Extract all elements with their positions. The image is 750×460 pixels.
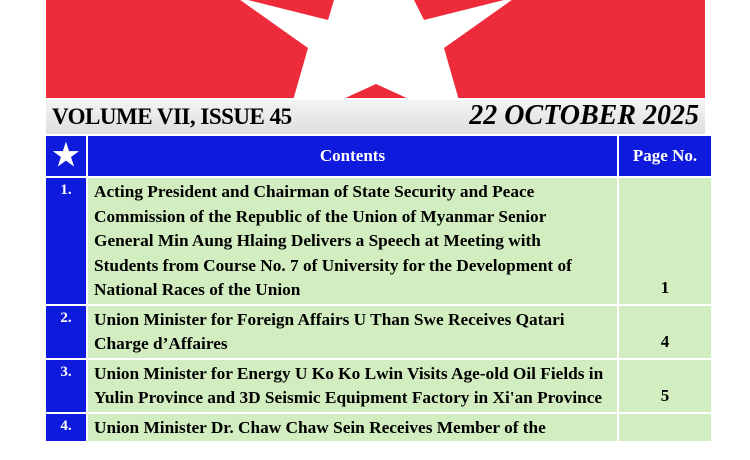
- page-number: 1: [619, 176, 711, 304]
- table-row: [46, 176, 711, 304]
- row-number: 2.: [46, 304, 88, 358]
- page-number: 4: [619, 304, 711, 358]
- contents-header: Contents: [88, 136, 619, 176]
- article-title[interactable]: Acting President and Chairman of State Security and Peace Commission of the Republic of the Union of Myanmar Senior General Min Aung Hlaing Delivers a Speech at Meeting with Students from Course No. 7 of University for the Development of National Races of the Union: [88, 176, 619, 304]
- contents-table: [46, 136, 711, 441]
- page-no-header: Page No.: [619, 136, 711, 176]
- article-title[interactable]: Union Minister for Energy U Ko Ko Lwin Visits Age-old Oil Fields in Yulin Province and 3D Seismic Equipment Factory in Xi'an Province: [88, 358, 619, 412]
- page-number: 5: [619, 358, 711, 412]
- article-title[interactable]: Union Minister for Foreign Affairs U Than Swe Receives Qatari Charge d’Affaires: [88, 304, 619, 358]
- row-number: 3.: [46, 358, 88, 412]
- issue-bar: [46, 100, 705, 134]
- table-header-row: [46, 136, 711, 176]
- table-row: [46, 304, 711, 358]
- table-row: [46, 358, 711, 412]
- row-number: 1.: [46, 176, 88, 304]
- row-number: 4.: [46, 412, 88, 442]
- header-banner: [46, 0, 705, 98]
- volume-issue: VOLUME VII, ISSUE 45: [52, 104, 292, 129]
- table-row: [46, 412, 711, 442]
- white-star-icon: [46, 0, 705, 98]
- article-title[interactable]: Union Minister Dr. Chaw Chaw Sein Receives Member of the: [88, 412, 619, 442]
- page-number: [619, 412, 711, 442]
- header-star-icon: ★: [46, 136, 88, 176]
- issue-date: 22 OCTOBER 2025: [469, 100, 699, 131]
